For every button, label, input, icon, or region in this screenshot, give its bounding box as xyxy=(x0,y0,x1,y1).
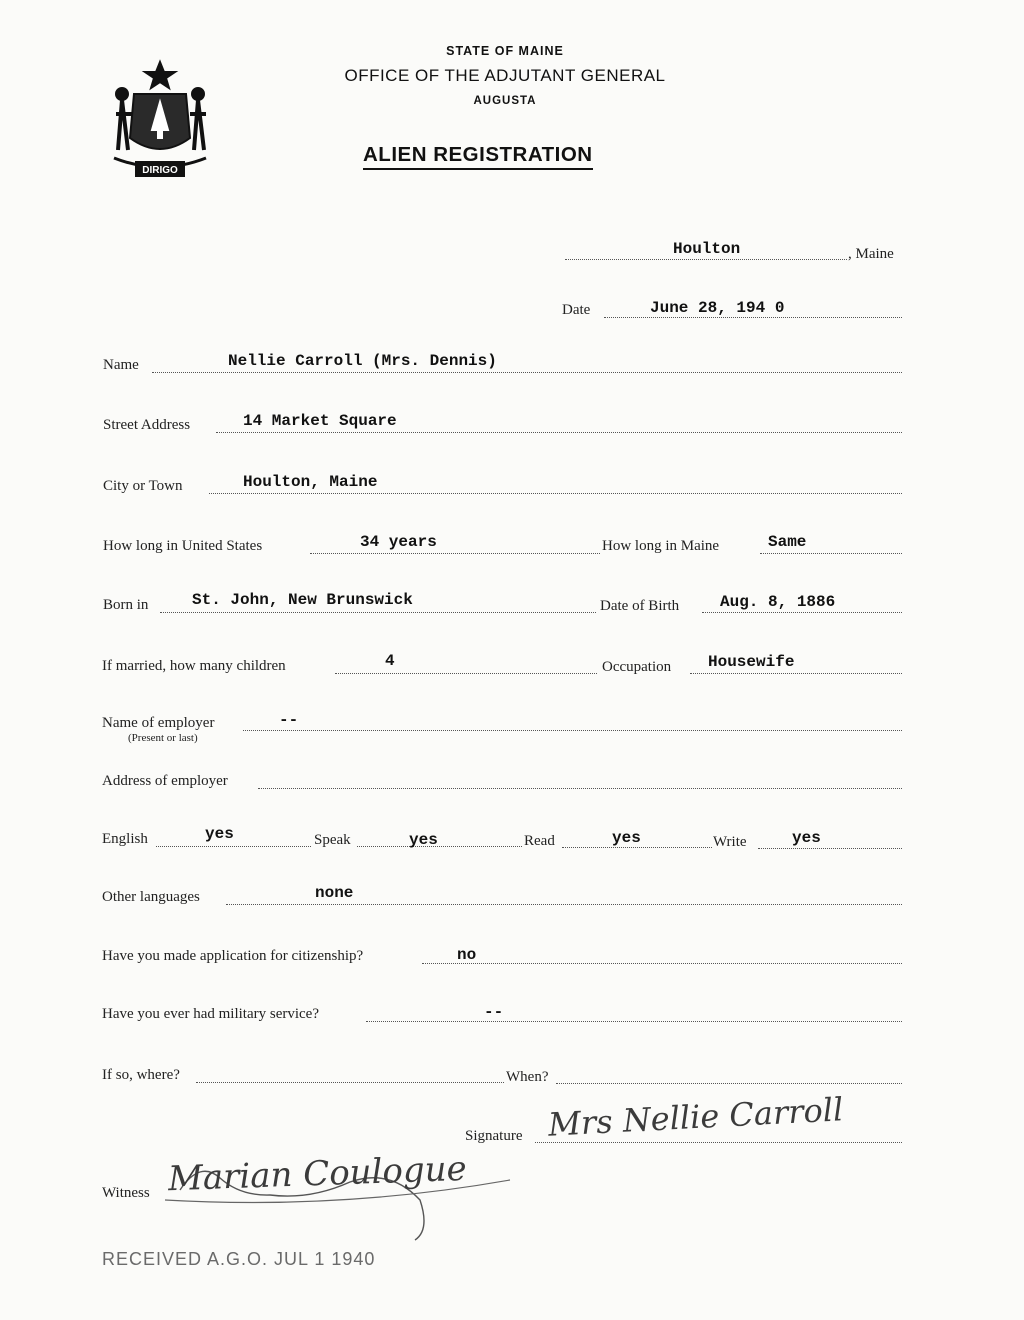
speak-label: Speak xyxy=(314,832,351,848)
maine-time-label: How long in Maine xyxy=(602,538,720,554)
occupation-label: Occupation xyxy=(602,659,672,675)
children-label: If married, how many children xyxy=(102,658,286,674)
city-value[interactable]: Houlton, Maine xyxy=(243,473,378,491)
write-line xyxy=(758,848,902,849)
header-city: AUGUSTA xyxy=(473,95,537,107)
where-label: If so, where? xyxy=(102,1067,180,1083)
maine-time-value[interactable]: Same xyxy=(768,533,807,551)
dob-value[interactable]: Aug. 8, 1886 xyxy=(720,593,836,611)
where-line xyxy=(196,1082,504,1083)
speak-value[interactable]: yes xyxy=(409,831,438,849)
dob-line xyxy=(702,612,902,613)
city-label: City or Town xyxy=(103,478,183,494)
received-stamp: RECEIVED A.G.O. JUL 1 1940 xyxy=(102,1249,376,1269)
witness-label: Witness xyxy=(102,1185,150,1201)
name-value[interactable]: Nellie Carroll (Mrs. Dennis) xyxy=(228,352,497,370)
other-languages-value[interactable]: none xyxy=(315,884,354,902)
employer-note: (Present or last) xyxy=(128,732,198,744)
header-office: OFFICE OF THE ADJUTANT GENERAL xyxy=(344,66,666,85)
header-state: STATE OF MAINE xyxy=(446,44,564,58)
us-time-value[interactable]: 34 years xyxy=(360,533,437,551)
citizenship-value[interactable]: no xyxy=(457,946,477,964)
us-time-line xyxy=(310,553,600,554)
town-line xyxy=(565,259,847,260)
town-value[interactable]: Houlton xyxy=(673,240,741,258)
maine-time-line xyxy=(760,553,902,554)
citizenship-line xyxy=(422,963,902,964)
town-suffix: , Maine xyxy=(848,246,894,262)
occupation-value[interactable]: Housewife xyxy=(708,653,795,671)
signature-line xyxy=(535,1142,902,1143)
street-line xyxy=(216,432,902,433)
english-value[interactable]: yes xyxy=(205,825,234,843)
read-label: Read xyxy=(524,833,555,849)
us-time-label: How long in United States xyxy=(103,538,263,554)
born-line xyxy=(160,612,596,613)
signature-label: Signature xyxy=(465,1128,523,1144)
when-line xyxy=(556,1083,902,1084)
street-label: Street Address xyxy=(103,417,191,433)
form-title: ALIEN REGISTRATION xyxy=(363,143,593,170)
employer-label: Name of employer xyxy=(102,715,215,731)
military-line xyxy=(366,1021,902,1022)
dob-label: Date of Birth xyxy=(600,598,680,614)
seal-motto: DIRIGO xyxy=(142,165,178,176)
signature-handwriting[interactable]: Mrs Nellie Carroll xyxy=(547,1090,845,1144)
read-line xyxy=(562,847,712,848)
name-line xyxy=(152,372,902,373)
born-value[interactable]: St. John, New Brunswick xyxy=(192,591,413,609)
english-label: English xyxy=(102,831,148,847)
date-label: Date xyxy=(562,302,591,318)
when-label: When? xyxy=(506,1069,549,1085)
write-value[interactable]: yes xyxy=(792,829,821,847)
employer-address-line xyxy=(258,788,902,789)
city-line xyxy=(209,493,902,494)
children-line xyxy=(335,673,597,674)
military-label: Have you ever had military service? xyxy=(102,1006,319,1022)
children-value[interactable]: 4 xyxy=(385,652,395,670)
employer-address-label: Address of employer xyxy=(102,773,228,789)
speak-line xyxy=(357,846,522,847)
citizenship-label: Have you made application for citizenship? xyxy=(102,948,364,964)
other-languages-label: Other languages xyxy=(102,889,200,905)
read-value[interactable]: yes xyxy=(612,829,641,847)
state-seal-icon xyxy=(104,58,216,182)
witness-handwriting[interactable]: Marian Coulogue xyxy=(167,1148,468,1200)
other-languages-line xyxy=(226,904,902,905)
employer-line xyxy=(243,730,902,731)
english-line xyxy=(156,846,311,847)
date-value[interactable]: June 28, 194 0 xyxy=(650,299,785,317)
military-value[interactable]: -- xyxy=(484,1003,504,1021)
write-label: Write xyxy=(713,834,747,850)
street-value[interactable]: 14 Market Square xyxy=(243,412,397,430)
name-label: Name xyxy=(103,357,139,373)
occupation-line xyxy=(690,673,902,674)
born-label: Born in xyxy=(103,597,149,613)
employer-value[interactable]: -- xyxy=(279,711,299,729)
date-line xyxy=(604,317,902,318)
